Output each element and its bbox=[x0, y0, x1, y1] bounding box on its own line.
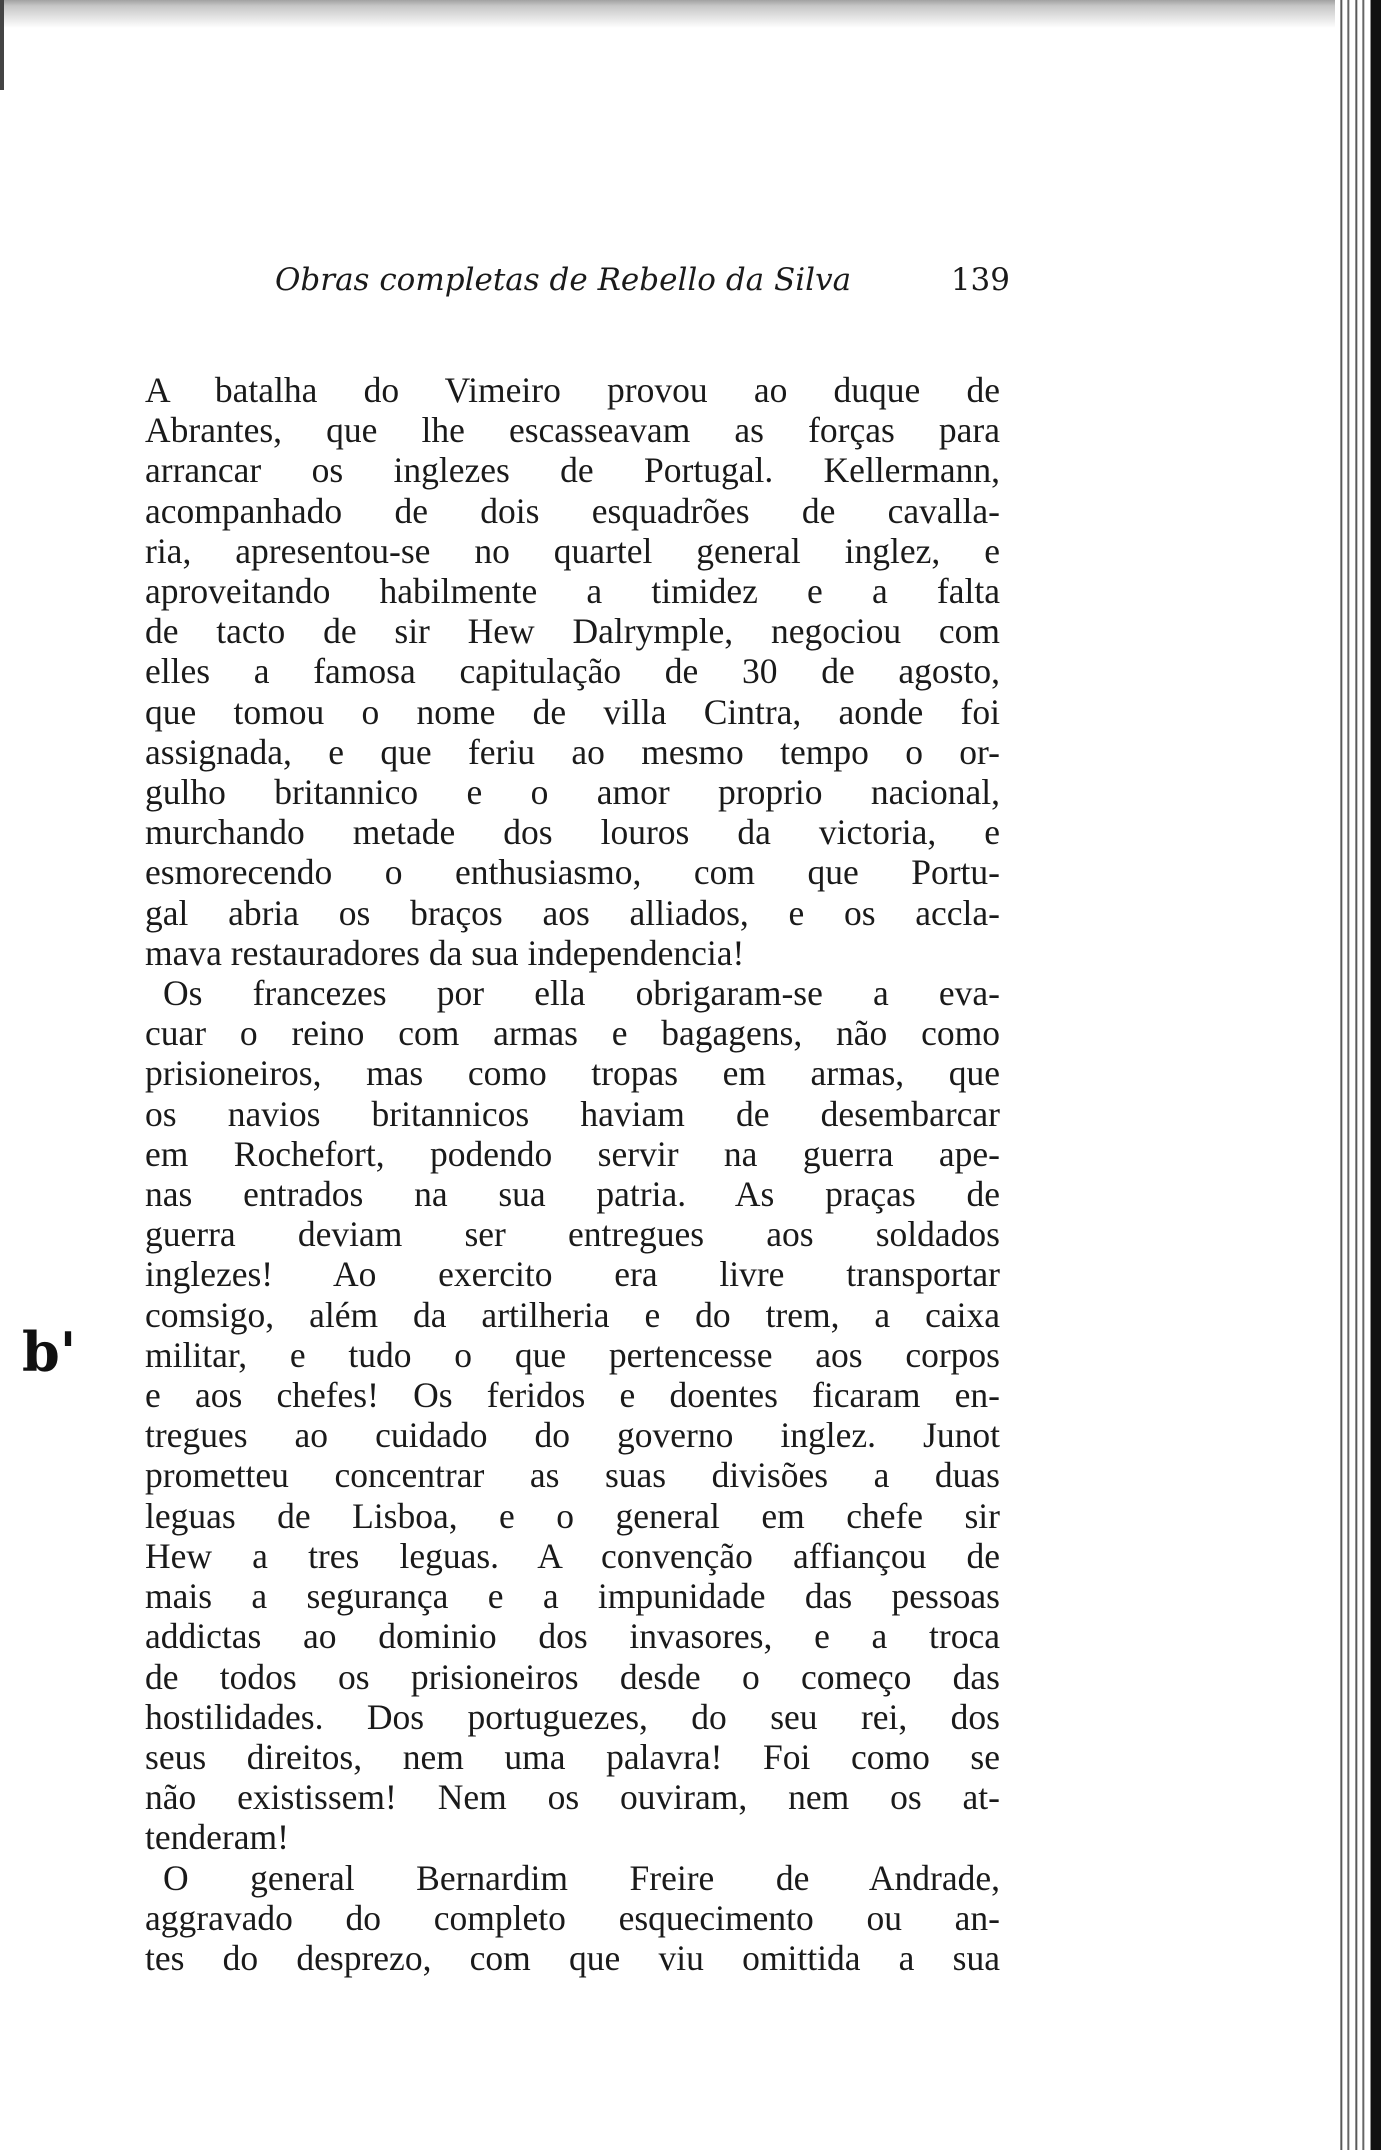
text-line: tregues ao cuidado do governo inglez. Junot bbox=[145, 1415, 1000, 1456]
body-text bbox=[145, 370, 1000, 1978]
text-line: tenderam! bbox=[145, 1817, 289, 1858]
text-line: addictas ao dominio dos invasores, e a troca bbox=[145, 1616, 1000, 1657]
text-line: seus direitos, nem uma palavra! Foi como se bbox=[145, 1736, 1000, 1777]
text-line: guerra deviam ser entregues aos soldados bbox=[145, 1214, 1000, 1255]
text-line: Os francezes por ella obrigaram-se a eva- bbox=[163, 973, 1000, 1014]
text-line: comsigo, além da artilheria e do trem, a caixa bbox=[145, 1294, 1000, 1335]
text-line: os navios britannicos haviam de desembarcar bbox=[145, 1093, 1000, 1134]
text-line: arrancar os inglezes de Portugal. Kellermann, bbox=[145, 450, 1000, 491]
text-line: não existissem! Nem os ouviram, nem os at- bbox=[145, 1777, 1000, 1818]
text-line: tes do desprezo, com que viu omittida a sua bbox=[145, 1937, 1000, 1978]
text-line: gal abria os braços aos alliados, e os accla- bbox=[145, 892, 1000, 933]
text-line: A batalha do Vimeiro provou ao duque de bbox=[145, 370, 1000, 410]
text-line: O general Bernardim Freire de Andrade, bbox=[163, 1857, 1000, 1898]
text-line: militar, e tudo o que pertencesse aos corpos bbox=[145, 1334, 1000, 1375]
text-line: mais a segurança e a impunidade das pessoas bbox=[145, 1576, 1000, 1617]
text-line: esmorecendo o enthusiasmo, com que Portu- bbox=[145, 852, 1000, 893]
text-line: cuar o reino com armas e bagagens, não como bbox=[145, 1013, 1000, 1054]
text-line: e aos chefes! Os feridos e doentes ficaram en- bbox=[145, 1375, 1000, 1416]
paragraph bbox=[145, 973, 1000, 1857]
text-line: elles a famosa capitulação de 30 de agosto, bbox=[145, 651, 1000, 692]
paragraph bbox=[145, 370, 1000, 973]
text-line: de todos os prisioneiros desde o começo das bbox=[145, 1656, 1000, 1697]
page-edge-top bbox=[0, 0, 1381, 28]
text-line: em Rochefort, podendo servir na guerra ape- bbox=[145, 1133, 1000, 1174]
text-line: aggravado do completo esquecimento ou an- bbox=[145, 1897, 1000, 1938]
page-edge-left bbox=[0, 0, 4, 90]
text-line: gulho britannico e o amor proprio nacional, bbox=[145, 772, 1000, 813]
text-line: de tacto de sir Hew Dalrymple, negociou com bbox=[145, 611, 1000, 652]
text-line: aproveitando habilmente a timidez e a falta bbox=[145, 571, 1000, 612]
text-line: prisioneiros, mas como tropas em armas, que bbox=[145, 1053, 1000, 1094]
text-line: prometteu concentrar as suas divisões a duas bbox=[145, 1455, 1000, 1496]
text-line: acompanhado de dois esquadrões de cavalla- bbox=[145, 490, 1000, 531]
text-line: ria, apresentou-se no quartel general inglez, e bbox=[145, 530, 1000, 571]
margin-mark: b' bbox=[22, 1320, 77, 1384]
text-line: assignada, e que feriu ao mesmo tempo o or- bbox=[145, 731, 1000, 772]
running-header bbox=[150, 262, 1010, 322]
paragraph bbox=[145, 1858, 1000, 1979]
text-line: leguas de Lisboa, e o general em chefe sir bbox=[145, 1495, 1000, 1536]
page-edge-right bbox=[1335, 0, 1381, 2150]
text-line: nas entrados na sua patria. As praças de bbox=[145, 1174, 1000, 1215]
text-line: Abrantes, que lhe escasseavam as forças para bbox=[145, 410, 1000, 451]
text-line: Hew a tres leguas. A convenção affiançou de bbox=[145, 1535, 1000, 1576]
text-line: murchando metade dos louros da victoria, e bbox=[145, 812, 1000, 853]
text-line: que tomou o nome de villa Cintra, aonde foi bbox=[145, 691, 1000, 732]
page-number: 139 bbox=[950, 262, 1010, 298]
text-line: inglezes! Ao exercito era livre transportar bbox=[145, 1254, 1000, 1295]
running-title: Obras completas de Rebello da Silva bbox=[275, 262, 852, 298]
text-line: hostilidades. Dos portuguezes, do seu rei, dos bbox=[145, 1696, 1000, 1737]
text-line: mava restauradores da sua independencia! bbox=[145, 932, 745, 973]
